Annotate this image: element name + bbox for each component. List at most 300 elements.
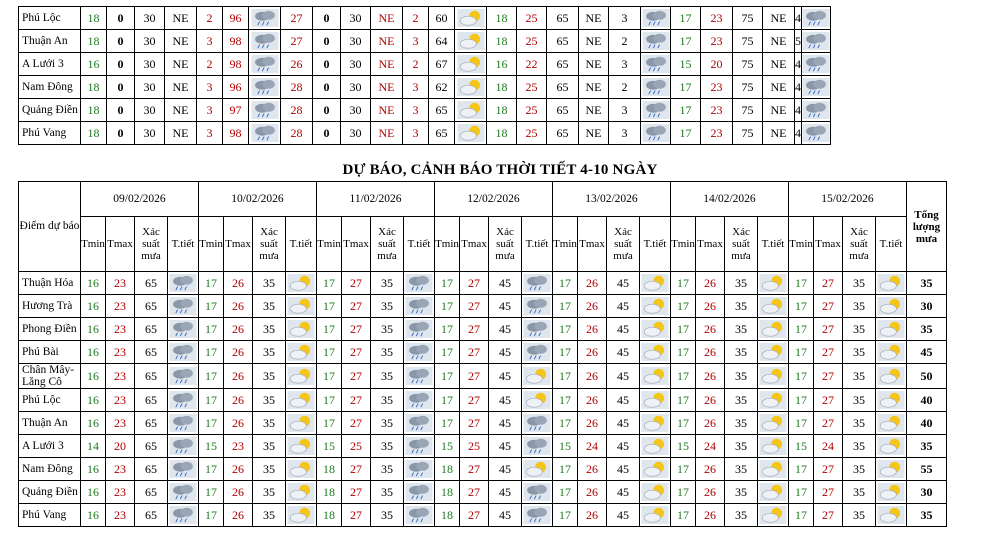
rain-probability-cell: 65 xyxy=(135,412,168,435)
tmin-cell: 15 xyxy=(553,435,578,458)
partly-cloudy-icon xyxy=(641,483,669,501)
tmin-cell: 17 xyxy=(671,295,696,318)
partly-cloudy-icon xyxy=(457,78,485,96)
sub-header: Xác suất mưa xyxy=(725,217,758,272)
rain-probability-cell: 35 xyxy=(371,389,404,412)
cloud-rain-icon xyxy=(523,274,551,292)
weather-cell xyxy=(876,318,907,341)
value-cell: 18 xyxy=(81,7,107,30)
value-cell: 30 xyxy=(135,7,165,30)
partly-cloudy-icon xyxy=(759,343,787,361)
weather-cell xyxy=(404,318,435,341)
rain-probability-cell: 35 xyxy=(253,272,286,295)
value-cell: 0 xyxy=(107,122,135,145)
weather-cell xyxy=(286,318,317,341)
weather-cell xyxy=(168,435,199,458)
tmax-cell: 26 xyxy=(224,412,253,435)
value-cell: NE xyxy=(579,122,609,145)
cloud-rain-icon xyxy=(251,55,279,73)
value-cell: 4 xyxy=(795,76,802,99)
tmin-cell: 17 xyxy=(671,504,696,527)
value-cell: 62 xyxy=(429,76,455,99)
weather-cell xyxy=(640,295,671,318)
tmax-cell: 27 xyxy=(460,481,489,504)
cloud-rain-icon xyxy=(802,32,830,50)
rain-probability-cell: 35 xyxy=(371,318,404,341)
value-cell: 65 xyxy=(429,122,455,145)
tmin-cell: 17 xyxy=(199,318,224,341)
cloud-rain-icon xyxy=(169,460,197,478)
location-name: A Lưới 3 xyxy=(19,435,81,458)
rain-probability-cell: 35 xyxy=(843,412,876,435)
location-name: Thuận An xyxy=(19,30,81,53)
location-name: Phú Lộc xyxy=(19,7,81,30)
value-cell: 30 xyxy=(341,99,371,122)
rain-probability-cell: 35 xyxy=(725,389,758,412)
sub-header: Tmax xyxy=(460,217,489,272)
location-name: Thuận An xyxy=(19,412,81,435)
value-cell: 25 xyxy=(517,122,547,145)
weather-cell xyxy=(168,481,199,504)
tmax-cell: 26 xyxy=(696,341,725,364)
tmax-cell: 27 xyxy=(814,481,843,504)
tmin-cell: 17 xyxy=(435,295,460,318)
tmax-cell: 26 xyxy=(224,504,253,527)
partly-cloudy-icon xyxy=(759,483,787,501)
location-name: Phú Vang xyxy=(19,504,81,527)
value-cell: NE xyxy=(371,53,403,76)
tmin-cell: 16 xyxy=(81,412,106,435)
table-row xyxy=(19,341,947,364)
value-cell: NE xyxy=(371,99,403,122)
cloud-rain-icon xyxy=(169,297,197,315)
rain-probability-cell: 45 xyxy=(489,481,522,504)
cloud-rain-icon xyxy=(802,9,830,27)
value-cell: 2 xyxy=(609,76,641,99)
value-cell: 75 xyxy=(733,7,763,30)
value-cell: NE xyxy=(165,53,197,76)
total-rain-cell: 55 xyxy=(907,458,947,481)
rain-probability-cell: 45 xyxy=(607,412,640,435)
rain-probability-cell: 35 xyxy=(843,481,876,504)
tmin-cell: 17 xyxy=(671,481,696,504)
value-cell: 30 xyxy=(135,122,165,145)
partly-cloudy-icon xyxy=(641,437,669,455)
rain-probability-cell: 35 xyxy=(371,272,404,295)
partly-cloudy-icon xyxy=(287,297,315,315)
value-cell: NE xyxy=(371,7,403,30)
tmin-cell: 17 xyxy=(199,364,224,389)
tmin-cell: 17 xyxy=(789,504,814,527)
weather-cell xyxy=(641,99,671,122)
weather-cell xyxy=(286,272,317,295)
weather-cell xyxy=(758,458,789,481)
value-cell: NE xyxy=(371,76,403,99)
tmax-cell: 27 xyxy=(342,481,371,504)
value-cell: 2 xyxy=(403,53,429,76)
tmin-cell: 16 xyxy=(81,318,106,341)
sub-header: Tmax xyxy=(814,217,843,272)
partly-cloudy-icon xyxy=(877,274,905,292)
cloud-rain-icon xyxy=(405,274,433,292)
tmax-cell: 27 xyxy=(342,504,371,527)
sub-header: Tmin xyxy=(199,217,224,272)
sub-header: Tmin xyxy=(553,217,578,272)
value-cell: 3 xyxy=(197,76,223,99)
rain-probability-cell: 45 xyxy=(607,458,640,481)
cloud-rain-icon xyxy=(251,101,279,119)
tmin-cell: 17 xyxy=(553,504,578,527)
weather-cell xyxy=(758,272,789,295)
tmin-cell: 17 xyxy=(317,272,342,295)
value-cell: NE xyxy=(763,7,795,30)
location-name: Hương Trà xyxy=(19,295,81,318)
weather-cell xyxy=(802,30,831,53)
cloud-rain-icon xyxy=(802,55,830,73)
value-cell: 30 xyxy=(135,30,165,53)
value-cell: 18 xyxy=(487,7,517,30)
rain-probability-cell: 35 xyxy=(725,412,758,435)
partly-cloudy-icon xyxy=(877,506,905,524)
tmax-cell: 25 xyxy=(460,435,489,458)
rain-probability-cell: 45 xyxy=(607,295,640,318)
partly-cloudy-icon xyxy=(457,9,485,27)
sub-header: T.tiết xyxy=(168,217,199,272)
rain-probability-cell: 65 xyxy=(135,318,168,341)
location-name: Nam Đông xyxy=(19,458,81,481)
cloud-rain-icon xyxy=(169,367,197,385)
partly-cloudy-icon xyxy=(877,460,905,478)
value-cell: NE xyxy=(579,7,609,30)
tmax-cell: 26 xyxy=(696,295,725,318)
rain-probability-cell: 35 xyxy=(725,318,758,341)
tmin-cell: 17 xyxy=(435,318,460,341)
tmax-cell: 26 xyxy=(578,318,607,341)
total-rain-cell: 30 xyxy=(907,295,947,318)
value-cell: 0 xyxy=(107,99,135,122)
value-cell: 17 xyxy=(671,99,701,122)
tmin-cell: 17 xyxy=(199,389,224,412)
rain-probability-cell: 35 xyxy=(843,364,876,389)
partly-cloudy-icon xyxy=(641,343,669,361)
tmin-cell: 15 xyxy=(789,435,814,458)
weather-cell xyxy=(168,412,199,435)
value-cell: 16 xyxy=(81,53,107,76)
rain-probability-cell: 45 xyxy=(489,458,522,481)
value-cell: 0 xyxy=(107,53,135,76)
rain-probability-cell: 45 xyxy=(607,318,640,341)
current-forecast-table xyxy=(18,6,831,145)
tmax-cell: 23 xyxy=(106,295,135,318)
weather-cell xyxy=(249,122,281,145)
partly-cloudy-icon xyxy=(287,437,315,455)
value-cell: 27 xyxy=(281,7,313,30)
tmax-cell: 26 xyxy=(578,295,607,318)
value-cell: NE xyxy=(371,30,403,53)
value-cell: 65 xyxy=(547,122,579,145)
rain-probability-cell: 35 xyxy=(253,481,286,504)
tmin-cell: 16 xyxy=(81,504,106,527)
location-name: Nam Đông xyxy=(19,76,81,99)
weather-cell xyxy=(286,435,317,458)
value-cell: 2 xyxy=(197,53,223,76)
weather-cell xyxy=(168,341,199,364)
sub-header: T.tiết xyxy=(758,217,789,272)
location-name: Phong Điền xyxy=(19,318,81,341)
weather-cell xyxy=(522,364,553,389)
weather-cell xyxy=(168,458,199,481)
sub-header: Tmax xyxy=(696,217,725,272)
weather-cell xyxy=(249,99,281,122)
tmin-cell: 17 xyxy=(317,295,342,318)
tmin-cell: 17 xyxy=(199,412,224,435)
table-row xyxy=(19,389,947,412)
tmax-cell: 27 xyxy=(342,389,371,412)
sub-header: T.tiết xyxy=(876,217,907,272)
tmin-cell: 17 xyxy=(553,481,578,504)
tmax-cell: 23 xyxy=(106,341,135,364)
total-rain-header: Tổng lượng mưa xyxy=(907,182,947,272)
tmin-cell: 15 xyxy=(435,435,460,458)
tmin-cell: 15 xyxy=(671,435,696,458)
tmin-cell: 17 xyxy=(317,341,342,364)
partly-cloudy-icon xyxy=(287,483,315,501)
tmin-cell: 17 xyxy=(553,341,578,364)
date-header: 12/02/2026 xyxy=(435,182,553,217)
value-cell: 28 xyxy=(281,76,313,99)
partly-cloudy-icon xyxy=(523,367,551,385)
value-cell: NE xyxy=(579,99,609,122)
weather-cell xyxy=(286,389,317,412)
tmax-cell: 27 xyxy=(342,458,371,481)
total-rain-cell: 50 xyxy=(907,364,947,389)
weather-cell xyxy=(641,122,671,145)
tmax-cell: 26 xyxy=(578,341,607,364)
rain-probability-cell: 35 xyxy=(253,504,286,527)
total-rain-cell: 35 xyxy=(907,504,947,527)
tmax-cell: 27 xyxy=(342,364,371,389)
value-cell: 0 xyxy=(107,7,135,30)
partly-cloudy-icon xyxy=(523,391,551,409)
value-cell: 17 xyxy=(671,30,701,53)
location-name: Quảng Điền xyxy=(19,481,81,504)
sub-header: Xác suất mưa xyxy=(843,217,876,272)
rain-probability-cell: 35 xyxy=(371,435,404,458)
weather-cell xyxy=(640,318,671,341)
partly-cloudy-icon xyxy=(287,274,315,292)
weather-cell xyxy=(404,435,435,458)
tmin-cell: 17 xyxy=(789,481,814,504)
weather-cell xyxy=(640,504,671,527)
weather-cell xyxy=(641,53,671,76)
weather-cell xyxy=(522,295,553,318)
rain-probability-cell: 35 xyxy=(725,504,758,527)
partly-cloudy-icon xyxy=(641,274,669,292)
weather-cell xyxy=(876,504,907,527)
rain-probability-cell: 45 xyxy=(607,435,640,458)
value-cell: 18 xyxy=(487,76,517,99)
value-cell: 20 xyxy=(701,53,733,76)
table-row xyxy=(19,7,831,30)
partly-cloudy-icon xyxy=(759,391,787,409)
weather-cell xyxy=(455,76,487,99)
tmin-cell: 16 xyxy=(81,272,106,295)
rain-probability-cell: 65 xyxy=(135,435,168,458)
total-rain-cell: 30 xyxy=(907,481,947,504)
forecast-4-10-day-table xyxy=(18,181,947,527)
value-cell: 18 xyxy=(81,30,107,53)
date-header: 13/02/2026 xyxy=(553,182,671,217)
partly-cloudy-icon xyxy=(287,367,315,385)
tmin-cell: 17 xyxy=(671,318,696,341)
table-row xyxy=(19,504,947,527)
partly-cloudy-icon xyxy=(457,55,485,73)
cloud-rain-icon xyxy=(523,437,551,455)
cloud-rain-icon xyxy=(251,32,279,50)
tmax-cell: 27 xyxy=(342,318,371,341)
rain-probability-cell: 65 xyxy=(135,341,168,364)
partly-cloudy-icon xyxy=(877,297,905,315)
location-name: Phú Vang xyxy=(19,122,81,145)
tmax-cell: 26 xyxy=(224,389,253,412)
tmax-cell: 26 xyxy=(696,389,725,412)
value-cell: 30 xyxy=(341,53,371,76)
value-cell: 28 xyxy=(281,122,313,145)
partly-cloudy-icon xyxy=(287,391,315,409)
weather-cell xyxy=(404,458,435,481)
tmax-cell: 24 xyxy=(814,435,843,458)
value-cell: 75 xyxy=(733,30,763,53)
cloud-rain-icon xyxy=(251,124,279,142)
partly-cloudy-icon xyxy=(877,483,905,501)
tmin-cell: 17 xyxy=(789,458,814,481)
weather-cell xyxy=(404,504,435,527)
rain-probability-cell: 45 xyxy=(489,389,522,412)
tmax-cell: 27 xyxy=(814,504,843,527)
value-cell: NE xyxy=(165,99,197,122)
tmin-cell: 16 xyxy=(81,364,106,389)
tmin-cell: 17 xyxy=(199,341,224,364)
rain-probability-cell: 45 xyxy=(489,318,522,341)
value-cell: 30 xyxy=(135,99,165,122)
weather-cell xyxy=(876,389,907,412)
rain-probability-cell: 65 xyxy=(135,481,168,504)
value-cell: 2 xyxy=(403,7,429,30)
weather-cell xyxy=(522,435,553,458)
total-rain-cell: 35 xyxy=(907,435,947,458)
value-cell: 17 xyxy=(671,76,701,99)
value-cell: 5 xyxy=(795,30,802,53)
value-cell: NE xyxy=(763,122,795,145)
tmax-cell: 27 xyxy=(814,272,843,295)
tmax-cell: 26 xyxy=(696,412,725,435)
partly-cloudy-icon xyxy=(287,320,315,338)
weather-cell xyxy=(522,504,553,527)
tmin-cell: 17 xyxy=(789,272,814,295)
location-header: Điểm dự báo xyxy=(19,182,81,272)
total-rain-cell: 40 xyxy=(907,412,947,435)
weather-cell xyxy=(168,295,199,318)
value-cell: 3 xyxy=(609,53,641,76)
weather-cell xyxy=(758,412,789,435)
rain-probability-cell: 35 xyxy=(371,295,404,318)
value-cell: 30 xyxy=(341,7,371,30)
partly-cloudy-icon xyxy=(287,506,315,524)
value-cell: 30 xyxy=(341,76,371,99)
tmin-cell: 16 xyxy=(81,341,106,364)
table-row xyxy=(19,122,831,145)
rain-probability-cell: 45 xyxy=(607,389,640,412)
value-cell: 25 xyxy=(517,7,547,30)
cloud-rain-icon xyxy=(642,55,670,73)
tmin-cell: 17 xyxy=(199,458,224,481)
tmax-cell: 26 xyxy=(224,318,253,341)
partly-cloudy-icon xyxy=(759,320,787,338)
partly-cloudy-icon xyxy=(759,367,787,385)
tmax-cell: 27 xyxy=(460,341,489,364)
partly-cloudy-icon xyxy=(759,437,787,455)
rain-probability-cell: 35 xyxy=(725,341,758,364)
tmax-cell: 26 xyxy=(696,458,725,481)
sub-header: T.tiết xyxy=(522,217,553,272)
rain-probability-cell: 35 xyxy=(253,435,286,458)
tmin-cell: 17 xyxy=(553,412,578,435)
value-cell: 22 xyxy=(517,53,547,76)
sub-header: Xác suất mưa xyxy=(135,217,168,272)
date-header: 09/02/2026 xyxy=(81,182,199,217)
value-cell: NE xyxy=(579,53,609,76)
rain-probability-cell: 35 xyxy=(843,341,876,364)
rain-probability-cell: 45 xyxy=(489,504,522,527)
rain-probability-cell: 35 xyxy=(253,364,286,389)
tmax-cell: 23 xyxy=(106,272,135,295)
weather-cell xyxy=(802,53,831,76)
partly-cloudy-icon xyxy=(287,343,315,361)
date-header: 10/02/2026 xyxy=(199,182,317,217)
value-cell: 25 xyxy=(517,99,547,122)
tmin-cell: 17 xyxy=(671,341,696,364)
weather-cell xyxy=(168,318,199,341)
table-row xyxy=(19,295,947,318)
tmax-cell: 26 xyxy=(224,364,253,389)
total-rain-cell: 35 xyxy=(907,318,947,341)
weather-cell xyxy=(404,389,435,412)
cloud-rain-icon xyxy=(405,367,433,385)
tmax-cell: 27 xyxy=(814,295,843,318)
weather-cell xyxy=(286,412,317,435)
rain-probability-cell: 45 xyxy=(607,341,640,364)
value-cell: 3 xyxy=(197,99,223,122)
cloud-rain-icon xyxy=(523,297,551,315)
rain-probability-cell: 35 xyxy=(843,504,876,527)
cloud-rain-icon xyxy=(169,414,197,432)
value-cell: 65 xyxy=(547,53,579,76)
value-cell: 0 xyxy=(313,99,341,122)
cloud-rain-icon xyxy=(169,506,197,524)
tmax-cell: 23 xyxy=(106,364,135,389)
tmin-cell: 17 xyxy=(553,364,578,389)
cloud-rain-icon xyxy=(405,437,433,455)
tmax-cell: 24 xyxy=(696,435,725,458)
rain-probability-cell: 35 xyxy=(253,341,286,364)
cloud-rain-icon xyxy=(642,101,670,119)
tmin-cell: 18 xyxy=(435,504,460,527)
cloud-rain-icon xyxy=(523,414,551,432)
weather-cell xyxy=(640,458,671,481)
value-cell: 30 xyxy=(135,76,165,99)
value-cell: 30 xyxy=(341,30,371,53)
tmin-cell: 17 xyxy=(435,389,460,412)
